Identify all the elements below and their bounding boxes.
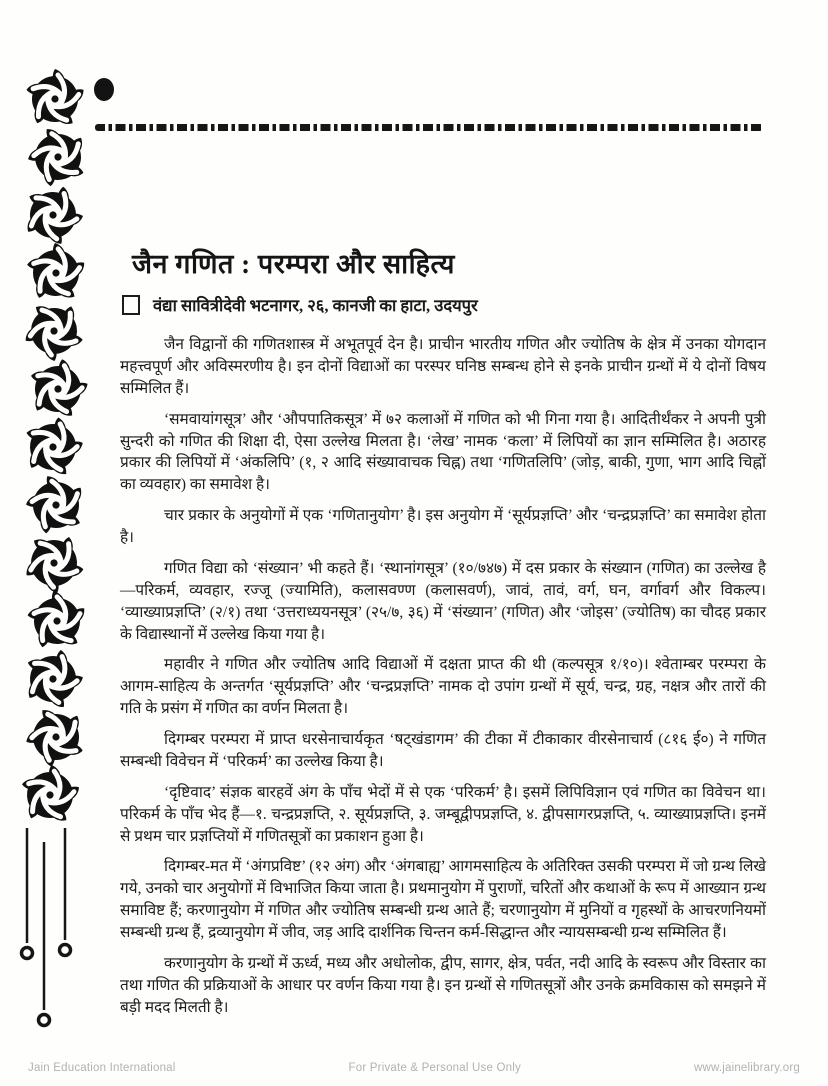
author-text: वंद्या सावित्रीदेवी भटनागर, २६, कानजी का हाटा, उदयपुर [153, 296, 478, 315]
footer-center: For Private & Personal Use Only [348, 1062, 521, 1074]
article-content [120, 244, 766, 1028]
tassel-rings [22, 945, 71, 1026]
scan-footer [0, 1062, 828, 1074]
paragraph: चार प्रकार के अनुयोगों में एक ‘गणितानुयोग’ है। इस अनुयोग में ‘सूर्यप्रज्ञप्ति’ और ‘चन्द्रप्रज्ञप्ति’ का समावेश होता है। [120, 507, 766, 546]
open-square-icon [122, 295, 140, 315]
paragraph: ‘दृष्टिवाद’ संज्ञक बारहवें अंग के पाँच भेदों में से एक ‘परिकर्म’ है। इसमें लिपिविज्ञान एवं गणित का विवेचन था। परिकर्म के पाँच भेद हैं—१. चन्द्रप्रज्ञप्ति, २. सूर्यप्रज्ञप्ति, ३. जम्बूद्वीपप्रज्ञप्ति, ४. द्वीपसागरप्रज्ञप्ति, ५. व्याख्याप्रज्ञप्ति। इनमें से प्रथम चार प्रज्ञप्तियों में गणितसूत्रों का प्रकाशन हुआ है। [120, 783, 766, 845]
dash-dot-rule [95, 124, 763, 131]
paragraph: दिगम्बर परम्परा में प्राप्त धरसेनाचार्यकृत ‘षट्खंडागम’ की टीका में टीकाकार वीरसेनाचार्य (८१६ ई०) ने गणित सम्बन्धी विवेचन में ‘परिकर्म’ का उल्लेख किया है। [120, 731, 766, 770]
author-line [122, 293, 764, 316]
rosette-chain-border-ornament [0, 60, 110, 1080]
paragraph: महावीर ने गणित और ज्योतिष आदि विद्याओं में दक्षता प्राप्त की थी (कल्पसूत्र १/१०)। श्वेताम्बर परम्परा के आगम-साहित्य के अन्तर्गत ‘सूर्यप्रज्ञप्ति’ और ‘चन्द्रप्रज्ञप्ति’ नामक दो उपांग ग्रन्थों में सूर्य, चन्द्र, ग्रह, नक्षत्र और तारों की गति के प्रसंग में गणित का वर्णन मिलता है। [120, 656, 766, 718]
paragraph: गणित विद्या को ‘संख्यान’ भी कहते हैं। ‘स्थानांगसूत्र’ (१०/७४७) में दस प्रकार के संख्यान (गणित) का उल्लेख है—परिकर्म, व्यवहार, रज्जू (ज्यामिति), कलासवण्ण (कलासवर्ण), जावं, तावं, वर्ग, घन, वर्गावर्ग और विकल्प। ‘व्याख्याप्रज्ञप्ति’ (२/१) तथा ‘उत्तराध्ययनसूत्र’ (२५/७, ३६) में ‘संख्यान’ (गणित) और ‘जोइस’ (ज्योतिष) का चौदह प्रकार के विद्यास्थानों में उल्लेख किया गया है। [120, 559, 766, 643]
article-body [120, 334, 766, 1019]
filled-dot-icon [94, 78, 114, 101]
paragraph: ‘समवायांगसूत्र’ और ‘औपपातिकसूत्र’ में ७२ कलाओं में गणित को भी गिना गया है। आदितीर्थंकर ने अपनी पुत्री सुन्दरी को गणित की शिक्षा दी, ऐसा उल्लेख मिलता है। ‘लेख’ नामक ‘कला’ में लिपियों का ज्ञान सम्मिलित है। अठारह प्रकार की लिपियों में ‘अंकलिपि’ (१, २ आदि संख्यावाचक चिह्न) तथा ‘गणितलिपि’ (जोड़, बाकी, गुणा, भाग आदि चिह्नों का व्यवहार) का समावेश है। [120, 410, 766, 494]
paragraph: करणानुयोग के ग्रन्थों में ऊर्ध्व, मध्य और अधोलोक, द्वीप, सागर, क्षेत्र, पर्वत, नदी आदि के स्वरूप और विस्तार का तथा गणित की प्रक्रियाओं के आधार पर वर्णन किया गया है। इन ग्रन्थों से गणितसूत्रों और उनके क्रमविकास को समझने में बड़ी मदद मिलती है। [120, 954, 766, 1016]
footer-left: Jain Education International [28, 1062, 176, 1074]
tassel-lines [27, 828, 65, 1010]
page-title: जैन गणित : परम्परा और साहित्य [132, 249, 455, 279]
paragraph: जैन विद्वानों की गणितशास्त्र में अभूतपूर्व देन है। प्राचीन भारतीय गणित और ज्योतिष के क्षेत्र में उनका योगदान महत्त्वपूर्ण और अविस्मरणीय है। इन दोनों विद्याओं का परस्पर घनिष्ठ सम्बन्ध होने से इनके प्राचीन ग्रन्थों में ये दोनों विषय सम्मिलित हैं। [120, 336, 766, 397]
paragraph: दिगम्बर-मत में ‘अंगप्रविष्ट’ (१२ अंग) और ‘अंगबाह्य’ आगमसाहित्य के अतिरिक्त उसकी परम्परा में जो ग्रन्थ लिखे गये, उनको चार अनुयोगों में विभाजित किया जाता है। प्रथमानुयोग में पुराणों, चरितों और कथाओं के रूप में आख्यान ग्रन्थ समाविष्ट हैं; करणानुयोग में गणित और ज्योतिष सम्बन्धी ग्रन्थ आते हैं; चरणानुयोग में मुनियों व गृहस्थों के आचरणनियमों सम्बन्धी ग्रन्थ हैं, द्रव्यानुयोग में जीव, जड़ आदि दार्शनिक चिन्तन कर्म-सिद्धान्त और न्यायसम्बन्धी ग्रन्थ सम्मिलित हैं। [120, 858, 766, 941]
footer-right: www.jainelibrary.org [693, 1062, 800, 1074]
